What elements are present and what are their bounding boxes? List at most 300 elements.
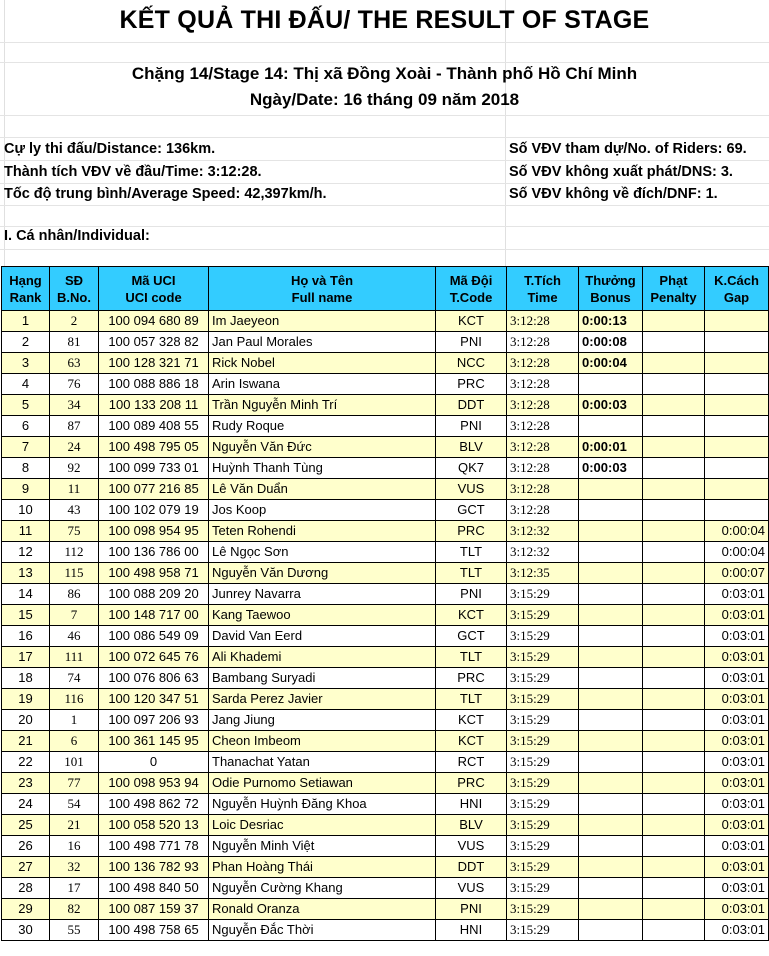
cell-bonus — [579, 857, 643, 878]
cell-team: BLV — [436, 437, 507, 458]
cell-time: 3:15:29 — [507, 731, 579, 752]
section-heading: I. Cá nhân/Individual: — [4, 228, 150, 244]
cell-bonus — [579, 899, 643, 920]
table-row — [2, 773, 769, 794]
cell-bonus — [579, 731, 643, 752]
cell-bonus — [579, 542, 643, 563]
cell-gap: 0:03:01 — [705, 878, 769, 899]
table-row — [2, 542, 769, 563]
header-bonus: Thưởng Bonus — [579, 267, 643, 311]
cell-bib: 86 — [50, 584, 99, 605]
gridline — [0, 160, 769, 161]
cell-bonus — [579, 563, 643, 584]
table-row — [2, 647, 769, 668]
cell-time: 3:15:29 — [507, 920, 579, 941]
cell-bib: 34 — [50, 395, 99, 416]
table-row — [2, 416, 769, 437]
cell-rank: 17 — [2, 647, 50, 668]
cell-name: Junrey Navarra — [209, 584, 436, 605]
cell-time: 3:15:29 — [507, 836, 579, 857]
table-row — [2, 899, 769, 920]
cell-gap: 0:03:01 — [705, 731, 769, 752]
cell-rank: 26 — [2, 836, 50, 857]
table-row — [2, 500, 769, 521]
cell-bib: 101 — [50, 752, 99, 773]
table-row — [2, 626, 769, 647]
cell-team: PNI — [436, 584, 507, 605]
cell-bib: 111 — [50, 647, 99, 668]
cell-uci: 100 136 786 00 — [99, 542, 209, 563]
cell-bib: 7 — [50, 605, 99, 626]
cell-bonus — [579, 752, 643, 773]
cell-uci: 100 072 645 76 — [99, 647, 209, 668]
table-row — [2, 521, 769, 542]
cell-name: David Van Eerd — [209, 626, 436, 647]
cell-gap: 0:03:01 — [705, 710, 769, 731]
table-row — [2, 857, 769, 878]
cell-uci: 100 102 079 19 — [99, 500, 209, 521]
cell-name: Nguyễn Văn Đức — [209, 437, 436, 458]
cell-team: HNI — [436, 920, 507, 941]
cell-penalty — [643, 752, 705, 773]
cell-time: 3:15:29 — [507, 710, 579, 731]
cell-gap — [705, 437, 769, 458]
cell-uci: 100 498 840 50 — [99, 878, 209, 899]
cell-name: Sarda Perez Javier — [209, 689, 436, 710]
cell-time: 3:12:28 — [507, 458, 579, 479]
cell-team: VUS — [436, 836, 507, 857]
cell-time: 3:15:29 — [507, 752, 579, 773]
cell-bonus — [579, 374, 643, 395]
cell-rank: 30 — [2, 920, 50, 941]
cell-uci: 100 077 216 85 — [99, 479, 209, 500]
table-row — [2, 458, 769, 479]
cell-bib: 1 — [50, 710, 99, 731]
stage-date: Ngày/Date: 16 tháng 09 năm 2018 — [249, 90, 520, 109]
cell-gap: 0:03:01 — [705, 647, 769, 668]
cell-team: GCT — [436, 626, 507, 647]
cell-gap — [705, 311, 769, 332]
cell-bib: 116 — [50, 689, 99, 710]
cell-bib: 74 — [50, 668, 99, 689]
cell-bib: 82 — [50, 899, 99, 920]
cell-time: 3:12:28 — [507, 395, 579, 416]
cell-team: KCT — [436, 710, 507, 731]
gridline — [0, 115, 769, 116]
cell-team: KCT — [436, 605, 507, 626]
cell-rank: 4 — [2, 374, 50, 395]
cell-name: Rudy Roque — [209, 416, 436, 437]
cell-team: PNI — [436, 416, 507, 437]
info-time: Thành tích VĐV về đầu/Time: 3:12:28. — [4, 164, 262, 180]
cell-bonus — [579, 605, 643, 626]
cell-uci: 100 087 159 37 — [99, 899, 209, 920]
cell-uci: 100 498 862 72 — [99, 794, 209, 815]
header-time: T.Tích Time — [507, 267, 579, 311]
table-row — [2, 374, 769, 395]
cell-bonus — [579, 920, 643, 941]
cell-name: Bambang Suryadi — [209, 668, 436, 689]
cell-bib: 17 — [50, 878, 99, 899]
cell-name: Arin Iswana — [209, 374, 436, 395]
table-row — [2, 563, 769, 584]
cell-penalty — [643, 479, 705, 500]
cell-rank: 27 — [2, 857, 50, 878]
cell-bib: 77 — [50, 773, 99, 794]
cell-uci: 0 — [99, 752, 209, 773]
cell-bib: 112 — [50, 542, 99, 563]
cell-bonus — [579, 584, 643, 605]
cell-time: 3:15:29 — [507, 878, 579, 899]
cell-gap — [705, 353, 769, 374]
cell-penalty — [643, 857, 705, 878]
cell-rank: 24 — [2, 794, 50, 815]
cell-uci: 100 058 520 13 — [99, 815, 209, 836]
cell-team: TLT — [436, 542, 507, 563]
cell-rank: 8 — [2, 458, 50, 479]
cell-time: 3:15:29 — [507, 626, 579, 647]
cell-name: Teten Rohendi — [209, 521, 436, 542]
cell-uci: 100 128 321 71 — [99, 353, 209, 374]
cell-bib: 32 — [50, 857, 99, 878]
cell-bib: 16 — [50, 836, 99, 857]
table-row — [2, 710, 769, 731]
cell-gap — [705, 458, 769, 479]
cell-name: Loic Desriac — [209, 815, 436, 836]
cell-time: 3:15:29 — [507, 857, 579, 878]
cell-gap: 0:03:01 — [705, 920, 769, 941]
cell-bib: 24 — [50, 437, 99, 458]
cell-uci: 100 498 758 65 — [99, 920, 209, 941]
gridline — [0, 42, 769, 43]
cell-gap: 0:03:01 — [705, 626, 769, 647]
cell-time: 3:12:28 — [507, 500, 579, 521]
cell-name: Nguyễn Cường Khang — [209, 878, 436, 899]
cell-uci: 100 098 954 95 — [99, 521, 209, 542]
header-bib: SĐ B.No. — [50, 267, 99, 311]
cell-rank: 20 — [2, 710, 50, 731]
cell-penalty — [643, 899, 705, 920]
gridline — [0, 205, 769, 206]
cell-bib: 46 — [50, 626, 99, 647]
cell-name: Ronald Oranza — [209, 899, 436, 920]
header-name: Họ và Tên Full name — [209, 267, 436, 311]
cell-team: QK7 — [436, 458, 507, 479]
gridline — [0, 183, 769, 184]
cell-rank: 11 — [2, 521, 50, 542]
table-row — [2, 584, 769, 605]
table-header-row — [2, 267, 769, 311]
info-speed: Tốc độ trung bình/Average Speed: 42,397km/h. — [4, 186, 327, 202]
cell-uci: 100 086 549 09 — [99, 626, 209, 647]
cell-team: PNI — [436, 332, 507, 353]
cell-uci: 100 097 206 93 — [99, 710, 209, 731]
cell-time: 3:12:32 — [507, 521, 579, 542]
cell-gap: 0:03:01 — [705, 752, 769, 773]
cell-penalty — [643, 773, 705, 794]
cell-time: 3:15:29 — [507, 899, 579, 920]
cell-name: Jang Jiung — [209, 710, 436, 731]
stage-title: Chặng 14/Stage 14: Thị xã Đồng Xoài - Thành phố Hồ Chí Minh — [131, 64, 638, 83]
cell-name: Ali Khademi — [209, 647, 436, 668]
cell-uci: 100 133 208 11 — [99, 395, 209, 416]
info-dnf: Số VĐV không về đích/DNF: 1. — [509, 186, 718, 202]
cell-name: Nguyễn Minh Việt — [209, 836, 436, 857]
cell-bonus — [579, 689, 643, 710]
cell-penalty — [643, 794, 705, 815]
cell-team: DDT — [436, 395, 507, 416]
cell-rank: 23 — [2, 773, 50, 794]
cell-bonus: 0:00:08 — [579, 332, 643, 353]
cell-bonus — [579, 521, 643, 542]
cell-time: 3:12:28 — [507, 332, 579, 353]
cell-bonus: 0:00:13 — [579, 311, 643, 332]
cell-penalty — [643, 647, 705, 668]
cell-time: 3:12:28 — [507, 416, 579, 437]
cell-penalty — [643, 626, 705, 647]
cell-uci: 100 361 145 95 — [99, 731, 209, 752]
cell-team: NCC — [436, 353, 507, 374]
cell-team: KCT — [436, 731, 507, 752]
cell-penalty — [643, 500, 705, 521]
cell-rank: 9 — [2, 479, 50, 500]
table-row — [2, 878, 769, 899]
cell-bonus — [579, 647, 643, 668]
cell-rank: 21 — [2, 731, 50, 752]
cell-penalty — [643, 311, 705, 332]
header-penalty: Phạt Penalty — [643, 267, 705, 311]
cell-uci: 100 057 328 82 — [99, 332, 209, 353]
cell-gap: 0:00:04 — [705, 542, 769, 563]
cell-team: PRC — [436, 521, 507, 542]
cell-team: PRC — [436, 668, 507, 689]
cell-penalty — [643, 395, 705, 416]
cell-bib: 43 — [50, 500, 99, 521]
cell-time: 3:15:29 — [507, 815, 579, 836]
cell-bonus: 0:00:03 — [579, 395, 643, 416]
table-row — [2, 794, 769, 815]
cell-rank: 19 — [2, 689, 50, 710]
cell-time: 3:15:29 — [507, 794, 579, 815]
cell-team: TLT — [436, 563, 507, 584]
cell-gap — [705, 500, 769, 521]
gridline — [0, 226, 769, 227]
cell-bib: 11 — [50, 479, 99, 500]
cell-bib: 54 — [50, 794, 99, 815]
table-row — [2, 605, 769, 626]
table-row — [2, 332, 769, 353]
cell-bonus — [579, 773, 643, 794]
cell-bonus — [579, 500, 643, 521]
cell-uci: 100 076 806 63 — [99, 668, 209, 689]
cell-gap: 0:03:01 — [705, 836, 769, 857]
cell-penalty — [643, 605, 705, 626]
cell-bib: 87 — [50, 416, 99, 437]
cell-name: Thanachat Yatan — [209, 752, 436, 773]
cell-name: Trần Nguyễn Minh Trí — [209, 395, 436, 416]
cell-uci: 100 136 782 93 — [99, 857, 209, 878]
table-row — [2, 815, 769, 836]
cell-penalty — [643, 689, 705, 710]
cell-penalty — [643, 542, 705, 563]
info-distance: Cự ly thi đấu/Distance: 136km. — [4, 141, 216, 157]
table-row — [2, 437, 769, 458]
header-rank: Hạng Rank — [2, 267, 50, 311]
cell-rank: 25 — [2, 815, 50, 836]
cell-rank: 2 — [2, 332, 50, 353]
cell-gap — [705, 395, 769, 416]
table-row — [2, 920, 769, 941]
cell-name: Nguyễn Huỳnh Đăng Khoa — [209, 794, 436, 815]
cell-name: Jos Koop — [209, 500, 436, 521]
cell-team: PRC — [436, 374, 507, 395]
cell-bonus — [579, 710, 643, 731]
cell-rank: 16 — [2, 626, 50, 647]
cell-name: Im Jaeyeon — [209, 311, 436, 332]
cell-penalty — [643, 710, 705, 731]
cell-time: 3:15:29 — [507, 647, 579, 668]
cell-time: 3:12:28 — [507, 437, 579, 458]
cell-uci: 100 498 958 71 — [99, 563, 209, 584]
cell-gap: 0:03:01 — [705, 857, 769, 878]
cell-rank: 7 — [2, 437, 50, 458]
cell-name: Lê Văn Duẩn — [209, 479, 436, 500]
cell-penalty — [643, 668, 705, 689]
gridline — [0, 249, 769, 250]
cell-bib: 75 — [50, 521, 99, 542]
cell-bonus: 0:00:01 — [579, 437, 643, 458]
cell-rank: 14 — [2, 584, 50, 605]
table-row — [2, 752, 769, 773]
cell-gap: 0:03:01 — [705, 899, 769, 920]
cell-name: Nguyễn Đắc Thời — [209, 920, 436, 941]
cell-time: 3:15:29 — [507, 584, 579, 605]
cell-uci: 100 498 795 05 — [99, 437, 209, 458]
cell-bonus — [579, 878, 643, 899]
cell-bonus — [579, 836, 643, 857]
cell-rank: 1 — [2, 311, 50, 332]
results-table — [1, 266, 769, 941]
cell-team: VUS — [436, 479, 507, 500]
cell-bonus — [579, 479, 643, 500]
cell-penalty — [643, 374, 705, 395]
cell-name: Kang Taewoo — [209, 605, 436, 626]
cell-name: Rick Nobel — [209, 353, 436, 374]
cell-rank: 15 — [2, 605, 50, 626]
cell-penalty — [643, 878, 705, 899]
cell-time: 3:15:29 — [507, 668, 579, 689]
cell-team: RCT — [436, 752, 507, 773]
cell-uci: 100 089 408 55 — [99, 416, 209, 437]
cell-time: 3:12:28 — [507, 353, 579, 374]
cell-bib: 2 — [50, 311, 99, 332]
cell-name: Jan Paul Morales — [209, 332, 436, 353]
cell-time: 3:12:28 — [507, 479, 579, 500]
cell-bib: 76 — [50, 374, 99, 395]
cell-team: TLT — [436, 647, 507, 668]
cell-bonus — [579, 416, 643, 437]
cell-team: TLT — [436, 689, 507, 710]
info-dns: Số VĐV không xuất phát/DNS: 3. — [509, 164, 733, 180]
cell-name: Odie Purnomo Setiawan — [209, 773, 436, 794]
cell-penalty — [643, 563, 705, 584]
cell-bib: 63 — [50, 353, 99, 374]
table-row — [2, 395, 769, 416]
cell-gap — [705, 332, 769, 353]
cell-rank: 6 — [2, 416, 50, 437]
header-gap: K.Cách Gap — [705, 267, 769, 311]
cell-gap — [705, 479, 769, 500]
cell-rank: 18 — [2, 668, 50, 689]
cell-gap — [705, 374, 769, 395]
cell-bib: 115 — [50, 563, 99, 584]
cell-gap: 0:03:01 — [705, 815, 769, 836]
header-team: Mã Đội T.Code — [436, 267, 507, 311]
cell-gap: 0:03:01 — [705, 794, 769, 815]
cell-rank: 13 — [2, 563, 50, 584]
page-title: KẾT QUẢ THI ĐẤU/ THE RESULT OF STAGE — [119, 6, 650, 34]
cell-rank: 29 — [2, 899, 50, 920]
cell-bonus: 0:00:04 — [579, 353, 643, 374]
cell-rank: 10 — [2, 500, 50, 521]
cell-penalty — [643, 584, 705, 605]
cell-gap: 0:03:01 — [705, 668, 769, 689]
table-row — [2, 479, 769, 500]
cell-gap: 0:03:01 — [705, 689, 769, 710]
cell-uci: 100 498 771 78 — [99, 836, 209, 857]
cell-penalty — [643, 521, 705, 542]
cell-team: DDT — [436, 857, 507, 878]
cell-rank: 22 — [2, 752, 50, 773]
cell-name: Lê Ngọc Sơn — [209, 542, 436, 563]
cell-bib: 6 — [50, 731, 99, 752]
table-row — [2, 668, 769, 689]
cell-rank: 3 — [2, 353, 50, 374]
cell-uci: 100 088 886 18 — [99, 374, 209, 395]
table-row — [2, 689, 769, 710]
cell-penalty — [643, 332, 705, 353]
cell-rank: 5 — [2, 395, 50, 416]
cell-gap: 0:03:01 — [705, 773, 769, 794]
cell-bonus — [579, 794, 643, 815]
cell-rank: 12 — [2, 542, 50, 563]
table-row — [2, 731, 769, 752]
header-uci: Mã UCI UCI code — [99, 267, 209, 311]
cell-name: Cheon Imbeom — [209, 731, 436, 752]
cell-uci: 100 120 347 51 — [99, 689, 209, 710]
cell-time: 3:15:29 — [507, 689, 579, 710]
cell-penalty — [643, 437, 705, 458]
cell-bonus — [579, 668, 643, 689]
cell-team: HNI — [436, 794, 507, 815]
cell-name: Huỳnh Thanh Tùng — [209, 458, 436, 479]
cell-team: GCT — [436, 500, 507, 521]
cell-penalty — [643, 353, 705, 374]
cell-name: Phan Hoàng Thái — [209, 857, 436, 878]
gridline — [0, 62, 769, 63]
cell-bib: 55 — [50, 920, 99, 941]
cell-gap — [705, 416, 769, 437]
cell-bib: 81 — [50, 332, 99, 353]
cell-bonus — [579, 815, 643, 836]
cell-penalty — [643, 815, 705, 836]
cell-team: KCT — [436, 311, 507, 332]
cell-uci: 100 098 953 94 — [99, 773, 209, 794]
cell-name: Nguyễn Văn Dương — [209, 563, 436, 584]
cell-team: PRC — [436, 773, 507, 794]
cell-time: 3:15:29 — [507, 773, 579, 794]
cell-uci: 100 148 717 00 — [99, 605, 209, 626]
